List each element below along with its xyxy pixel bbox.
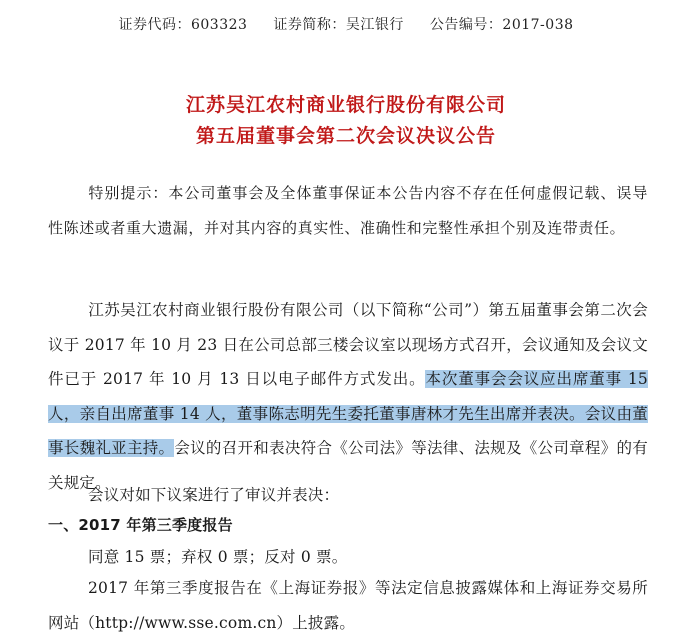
meeting-text: 江苏吴江农村商业银行股份有限公司（以下简称“公司”）第五届董事会第二次会议于 2017 年 10 月 23 日在公司总部三楼会议室以现场方式召开，会议通知及会议文件已于 2017 年 10 月 13 日以电子邮件方式发出。 bbox=[48, 301, 648, 388]
announcement-header bbox=[0, 14, 692, 34]
section-heading: 一、2017 年第三季度报告 bbox=[48, 516, 233, 534]
special-notice: 特别提示：本公司董事会及全体董事保证本公告内容不存在任何虚假记载、误导性陈述或者重大遗漏，并对其内容的真实性、准确性和完整性承担个别及连带责任。 bbox=[48, 184, 648, 237]
review-intro: 会议对如下议案进行了审议并表决： bbox=[88, 486, 340, 504]
stock-name: 证券简称：吴江银行 bbox=[273, 17, 404, 33]
company-title: 江苏吴江农村商业银行股份有限公司 bbox=[185, 94, 506, 116]
highlighted-text: 本次董事会会议应出席董事 15 人，亲自出席董事 14 人，董事陈志明先生委托董事唐林才先生出席并表决。会议由董事长魏礼亚主持。 bbox=[48, 370, 648, 457]
vote-result: 同意 15 票；弃权 0 票；反对 0 票。 bbox=[88, 548, 348, 566]
announcement-title: 第五届董事会第二次会议决议公告 bbox=[195, 125, 496, 147]
stock-code: 证券代码：603323 bbox=[118, 17, 248, 33]
meeting-text-end: 会议的召开和表决符合《公司法》等法律、法规及《公司章程》的有关规定。 bbox=[48, 439, 648, 492]
meeting-paragraph bbox=[48, 293, 648, 500]
disclosure-paragraph: 2017 年第三季度报告在《上海证券报》等法定信息披露媒体和上海证券交易所网站（http://www.sse.com.cn）上披露。 bbox=[48, 579, 648, 632]
announcement-number: 公告编号：2017-038 bbox=[429, 17, 574, 33]
